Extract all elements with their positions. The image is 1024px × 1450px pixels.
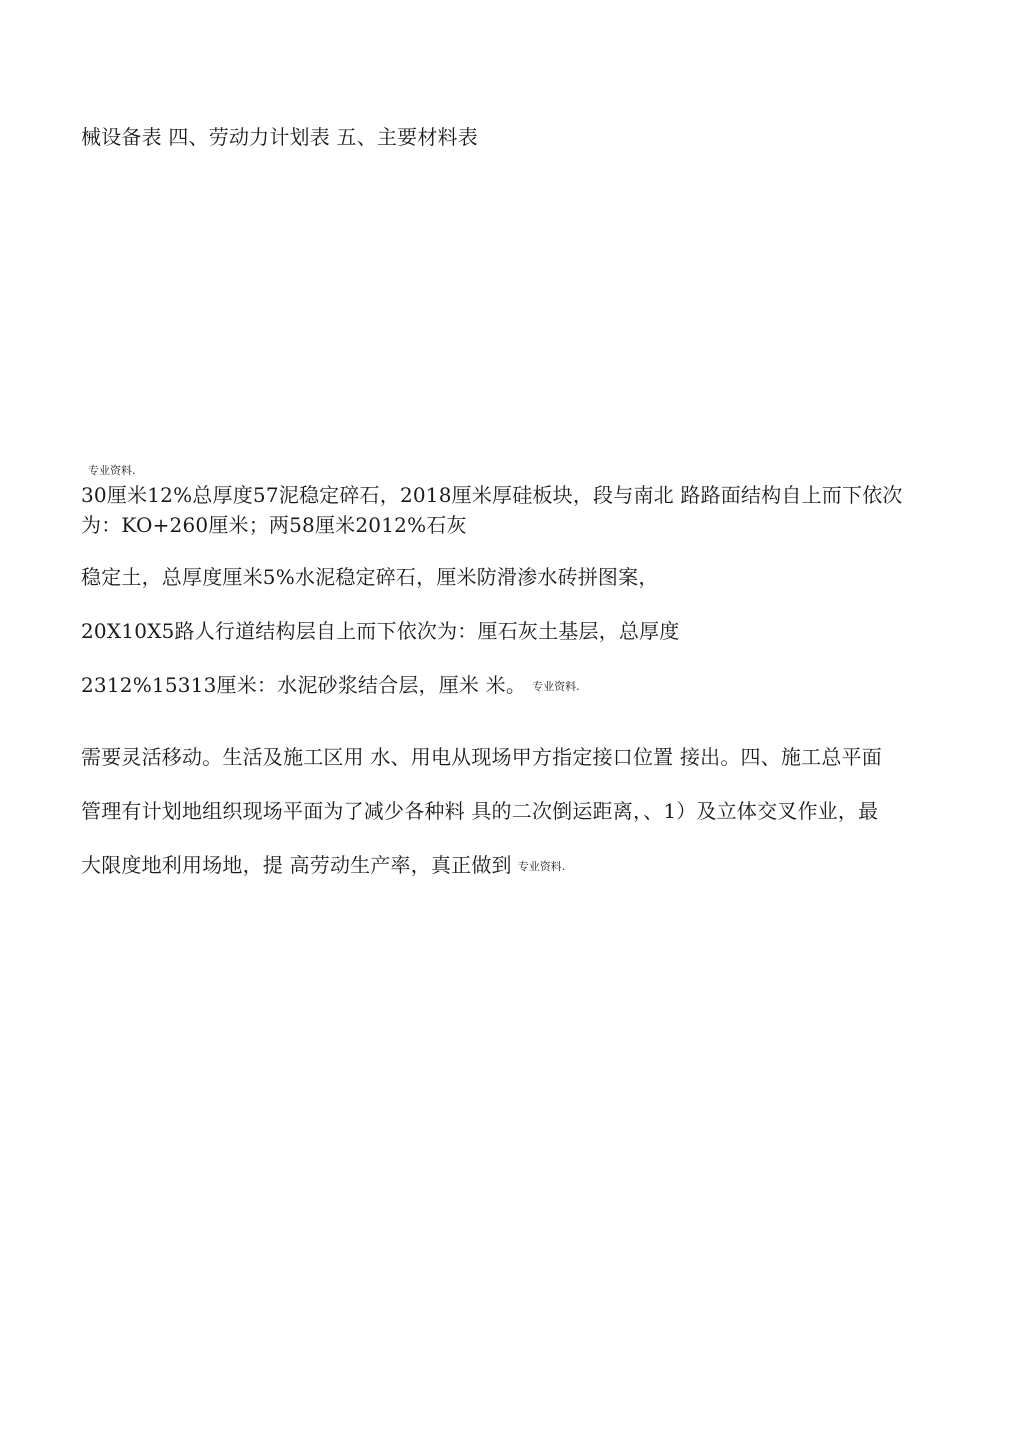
paragraph1-line1: 30厘米12%总厚度57泥稳定碎石，2018厘米厚硅板块，段与南北 路路面结构自上而下依次 xyxy=(81,483,903,507)
paragraph2-line3: 大限度地利用场地，提 高劳动生产率，真正做到 xyxy=(81,853,512,877)
paragraph1-line3: 稳定土，总厚度厘米5%水泥稳定碎石，厘米防滑渗水砖拼图案， xyxy=(81,565,659,589)
paragraph1-line5-row xyxy=(81,672,580,700)
paragraph1-line5: 2312%15313厘米：水泥砂浆结合层，厘米 米。 xyxy=(81,673,527,697)
paragraph2-line2: 管理有计划地组织现场平面为了减少各种料 具的二次倒运距离，、1）及立体交叉作业，最 xyxy=(81,799,879,823)
paragraph2-line1: 需要灵活移动。生活及施工区用 水、用电从现场甲方指定接口位置 接出。四、施工总平面 xyxy=(81,745,882,769)
watermark-note: 专业资料. xyxy=(517,860,566,873)
paragraph1-line4: 20X10X5路人行道结构层自上而下依次为：厘石灰土基层，总厚度 xyxy=(81,619,680,643)
paragraph1-line2: 为：KO+260厘米；两58厘米2012%石灰 xyxy=(81,513,467,537)
paragraph2-line3-row xyxy=(81,852,565,880)
watermark-note: 专业资料. xyxy=(88,464,136,477)
section-heading: 械设备表 四、劳动力计划表 五、主要材料表 xyxy=(81,125,478,149)
watermark-note: 专业资料. xyxy=(532,680,580,693)
